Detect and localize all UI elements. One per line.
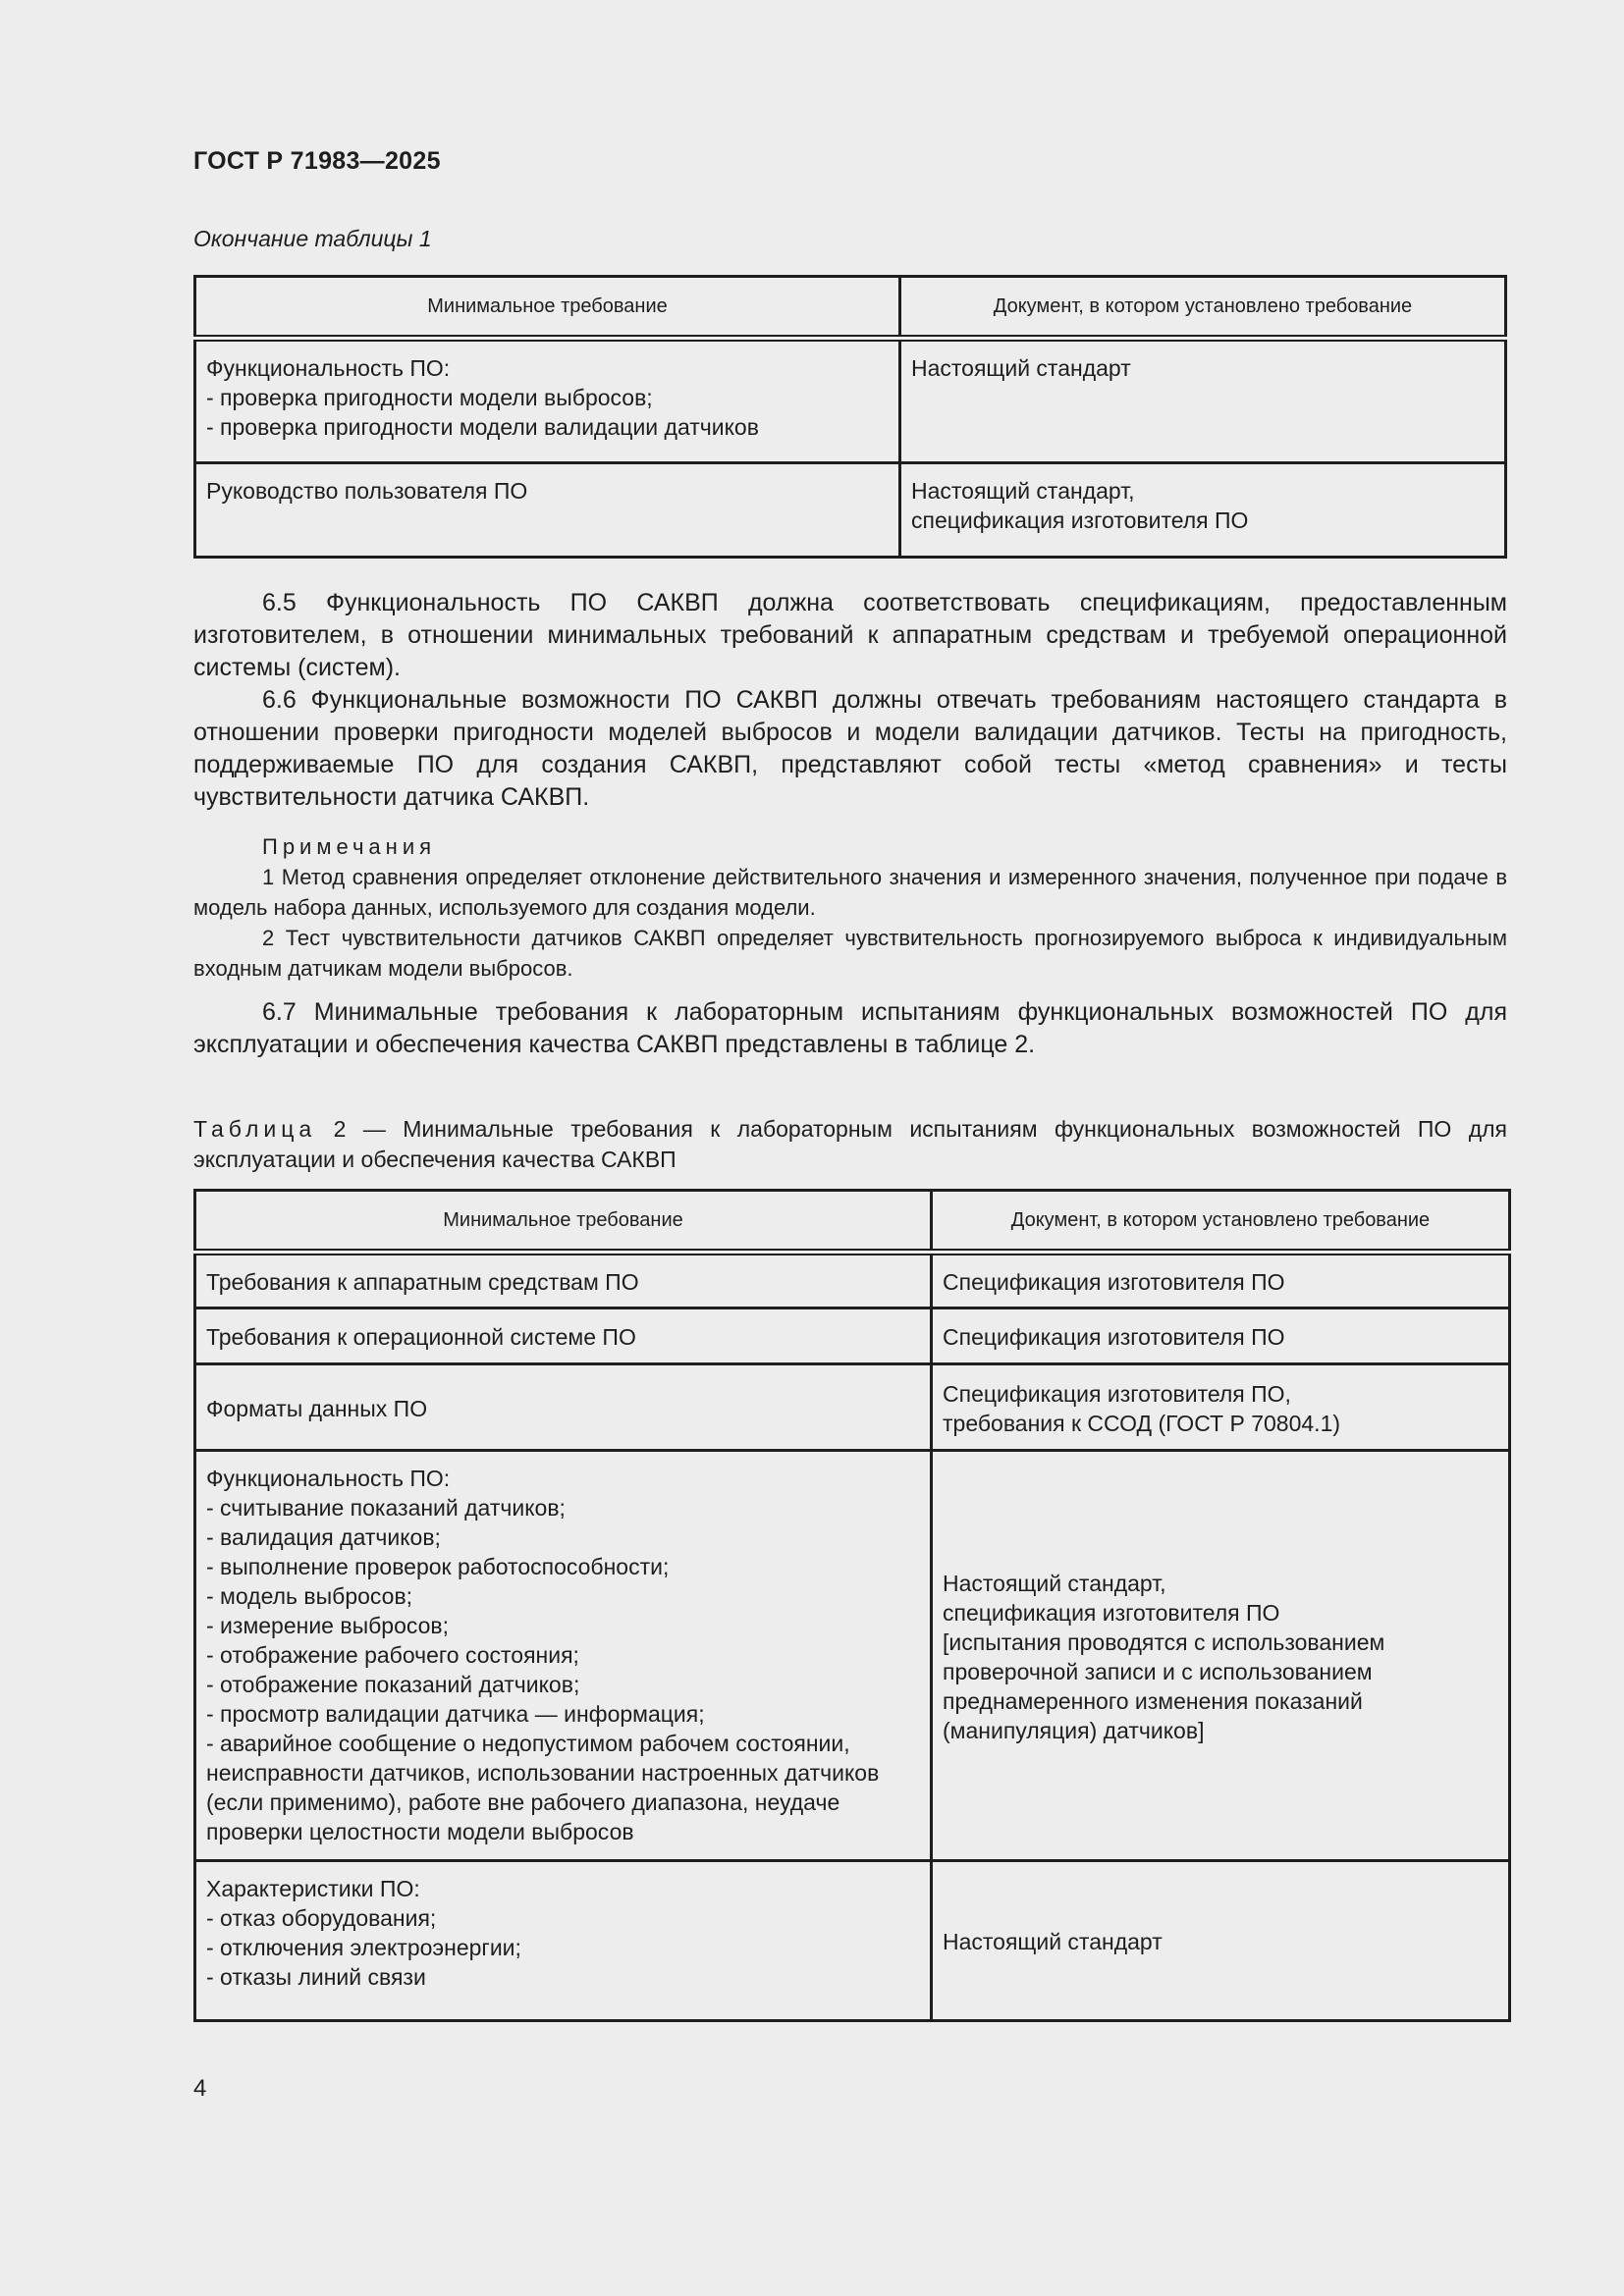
cell-line: - отключения электроэнергии; [206,1935,521,1960]
cell-line: - проверка пригодности модели выбросов; [206,385,653,410]
table2-caption-label: Таблица [193,1116,317,1142]
table1-row1-document [900,339,1506,463]
cell-line: Спецификация изготовителя ПО, [943,1380,1291,1407]
cell-line: Требования к аппаратным средствам ПО [206,1269,639,1295]
notes-heading: Примечания [262,834,437,859]
cell-line: - выполнение проверок работоспособности; [206,1554,670,1579]
table2-row3-document [932,1364,1510,1451]
table1-caption: Окончание таблицы 1 [193,226,432,251]
paragraph-6-7 [193,996,1507,1061]
table-row [195,339,1506,463]
note-2 [193,923,1507,984]
cell-line: - модель выбросов; [206,1583,413,1609]
paragraph-6-5 [193,587,1507,684]
cell-line: - проверка пригодности модели валидации датчиков [206,414,759,440]
standard-code: ГОСТ Р 71983—2025 [193,147,441,175]
cell-line: - отображение показаний датчиков; [206,1672,580,1697]
table2-row1-document [932,1253,1510,1308]
cell-line: - аварийное сообщение о недопустимом рабочем состоянии, неисправности датчиков, использовании настроенных датчиков (если применимо), работе вне рабочего диапазона, неудаче проверки целостности модели выбросов [206,1731,880,1844]
cell-line: требования к ССОД (ГОСТ Р 70804.1) [943,1410,1341,1436]
cell-line: Функциональность ПО: [206,1466,451,1491]
table2-caption [193,1114,1507,1175]
cell-line: - отображение рабочего состояния; [206,1642,579,1668]
table1-header-row [195,277,1506,339]
table-row [195,1364,1510,1451]
table2-row1-requirement [195,1253,932,1308]
table-row [195,463,1506,558]
cell-line: спецификация изготовителя ПО [943,1599,1280,1626]
cell-line: спецификация изготовителя ПО [911,507,1249,533]
cell-line: - валидация датчиков; [206,1524,441,1550]
table1-row2-requirement [195,463,900,558]
note-1 [193,862,1507,923]
table-row [195,1451,1510,1861]
table2-col-document: Документ, в котором установлено требование [932,1191,1510,1253]
table1 [193,275,1507,559]
table2-col-requirement: Минимальное требование [195,1191,932,1253]
table2-row5-document [932,1861,1510,2021]
table1-col-requirement: Минимальное требование [195,277,900,339]
cell-line: - отказ оборудования; [206,1905,437,1931]
table2-row5-requirement [195,1861,932,2021]
cell-line: Форматы данных ПО [206,1395,428,1421]
paragraph-text: 6.6 Функциональные возможности ПО САКВП должны отвечать требованиям настоящего стандарта в отношении проверки пригодности моделей выбросов и модели валидации датчиков. Тесты на пригодность, поддерживаемые ПО для создания САКВП, представляют собой тесты «метод сравнения» и тесты чувствительности датчика САКВП. [193,686,1507,811]
cell-line: Требования к операционной системе ПО [206,1324,636,1350]
cell-line: - просмотр валидации датчика — информация; [206,1701,705,1727]
table2-header-row [195,1191,1510,1253]
cell-line: Функциональность ПО: [206,355,451,381]
cell-line: Характеристики ПО: [206,1876,420,1901]
table2-caption-text: 2 — Минимальные требования к лабораторным испытаниям функциональных возможностей ПО для эксплуатации и обеспечения качества САКВП [193,1116,1507,1172]
cell-line: - считывание показаний датчиков; [206,1495,566,1521]
cell-line: Настоящий стандарт, [911,478,1135,504]
cell-line: - отказы линий связи [206,1964,426,1990]
table2-row2-document [932,1308,1510,1364]
table1-row2-document [900,463,1506,558]
cell-line: Спецификация изготовителя ПО [943,1269,1285,1295]
cell-line: Настоящий стандарт [911,355,1131,381]
paragraph-text: 6.5 Функциональность ПО САКВП должна соответствовать спецификациям, предоставленным изготовителем, в отношении минимальных требований к аппаратным средствам и требуемой операционной системы (систем). [193,589,1507,681]
notes-block [193,831,1507,984]
paragraph-6-6 [193,684,1507,814]
page-number: 4 [193,2075,207,2102]
table2-row4-requirement [195,1451,932,1861]
table1-row1-requirement [195,339,900,463]
note-text: 1 Метод сравнения определяет отклонение действительного значения и измеренного значения, полученное при подаче в модель набора данных, используемого для создания модели. [193,865,1507,920]
note-text: 2 Тест чувствительности датчиков САКВП определяет чувствительность прогнозируемого выброса к индивидуальным входным датчикам модели выбросов. [193,926,1507,981]
table-row [195,1253,1510,1308]
table2-row2-requirement [195,1308,932,1364]
cell-line: Руководство пользователя ПО [206,478,528,504]
table1-col-document: Документ, в котором установлено требование [900,277,1506,339]
table2 [193,1189,1511,2022]
paragraph-text: 6.7 Минимальные требования к лабораторным испытаниям функциональных возможностей ПО для эксплуатации и обеспечения качества САКВП представлены в таблице 2. [193,998,1507,1058]
cell-line: Спецификация изготовителя ПО [943,1324,1285,1350]
cell-line: [испытания проводятся с использованием проверочной записи и с использованием преднамеренного изменения показаний (манипуляция) датчиков] [943,1629,1385,1743]
cell-line: Настоящий стандарт, [943,1570,1166,1596]
table2-row4-document [932,1451,1510,1861]
table-row [195,1861,1510,2021]
cell-line: - измерение выбросов; [206,1613,450,1638]
table-row [195,1308,1510,1364]
cell-line: Настоящий стандарт [943,1929,1163,1954]
table2-row3-requirement [195,1364,932,1451]
